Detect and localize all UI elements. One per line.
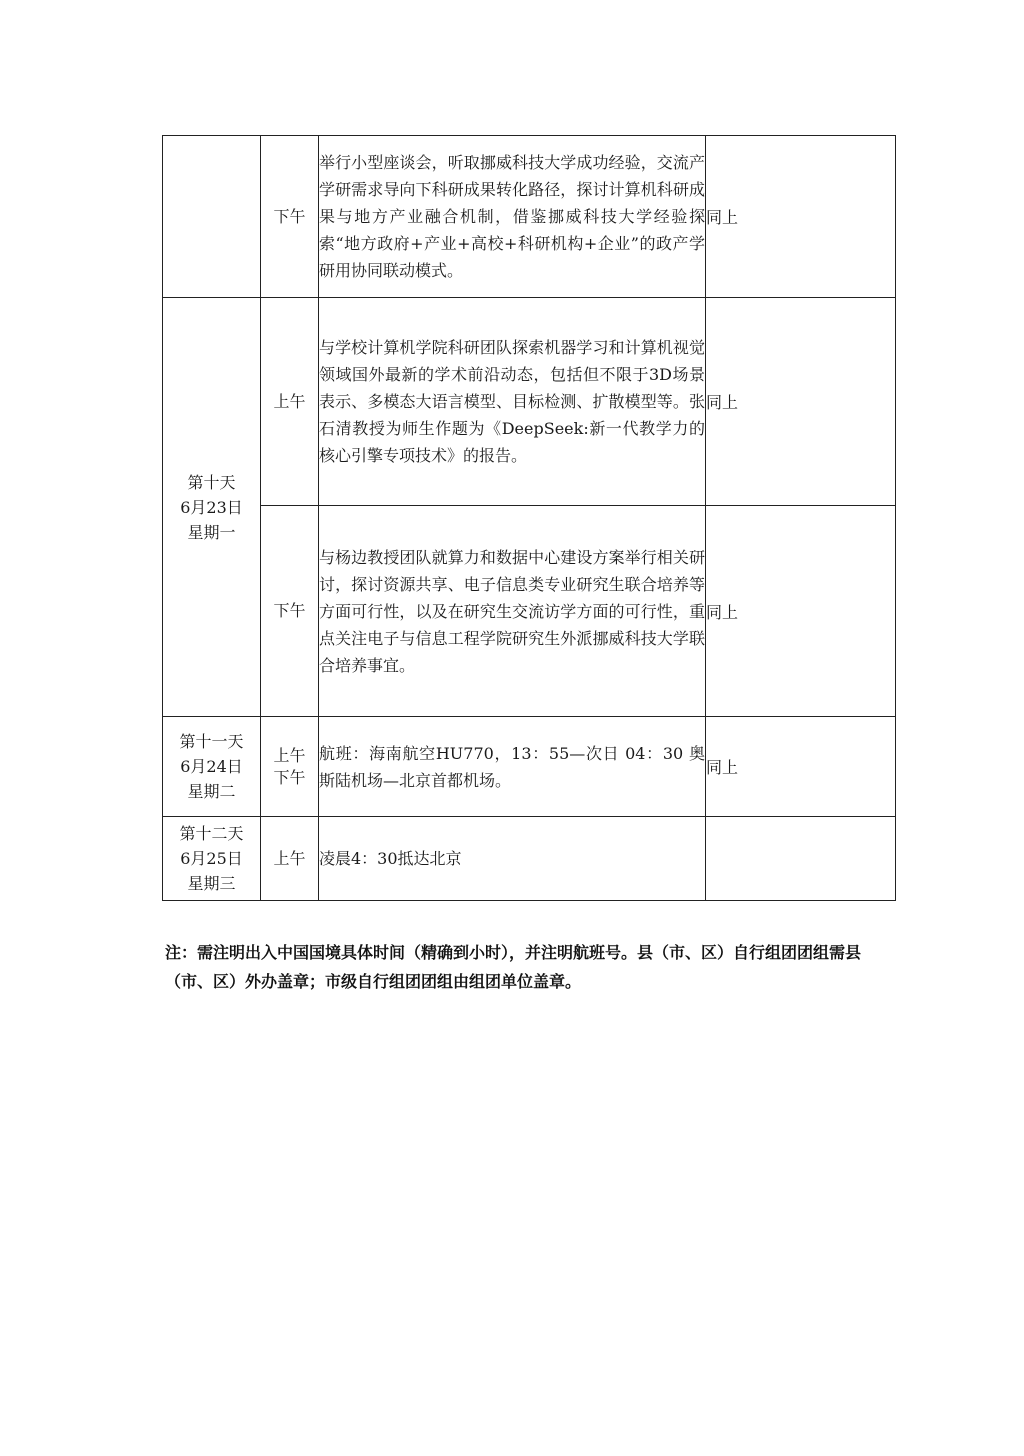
itinerary-table: [162, 135, 896, 901]
table-row: [163, 817, 896, 901]
day-cell: [163, 717, 261, 817]
footnote: 注：需注明出入中国国境具体时间（精确到小时），并注明航班号。县（市、区）自行组团团组需县（市、区）外办盖章；市级自行组团团组由组团单位盖章。: [165, 943, 862, 991]
activity-content: 与学校计算机学院科研团队探索机器学习和计算机视觉领域国外最新的学术前沿动态，包括但不限于3D场景表示、多模态大语言模型、目标检测、扩散模型等。张石清教授为师生作题为《DeepSeek:新一代教学力的核心引擎专项技术》的报告。: [319, 298, 706, 506]
time-cell: [261, 506, 319, 717]
note-cell: 同上: [706, 506, 896, 717]
day-date: 6月23日: [180, 497, 243, 517]
time-label: 下午: [273, 206, 306, 226]
time-cell: [261, 717, 319, 817]
time-cell: [261, 298, 319, 506]
day-date: 6月25日: [180, 849, 243, 868]
table-row: [163, 717, 896, 817]
day-cell: [163, 298, 261, 717]
activity-content: 航班：海南航空HU770，13：55—次日 04：30 奥斯陆机场—北京首都机场。: [319, 717, 706, 817]
time-label: 下午: [273, 767, 306, 787]
time-label: 上午: [273, 745, 306, 765]
time-cell: [261, 136, 319, 298]
day-weekday: 星期二: [187, 782, 236, 801]
table-row: [163, 136, 896, 298]
day-cell: [163, 136, 261, 298]
table-row: [163, 298, 896, 506]
activity-content: 与杨边教授团队就算力和数据中心建设方案举行相关研讨，探讨资源共享、电子信息类专业研究生联合培养等方面可行性，以及在研究生交流访学方面的可行性，重点关注电子与信息工程学院研究生外派挪威科技大学联合培养事宜。: [319, 506, 706, 717]
time-label: 上午: [273, 391, 306, 411]
day-cell: [163, 817, 261, 901]
day-date: 6月24日: [180, 757, 243, 776]
day-number: 第十二天: [179, 824, 244, 843]
activity-content: 凌晨4：30抵达北京: [319, 817, 706, 901]
table-row: [163, 506, 896, 717]
day-number: 第十天: [187, 472, 236, 492]
note-cell: 同上: [706, 136, 896, 298]
note-cell: [706, 817, 896, 901]
time-label: 上午: [273, 848, 306, 868]
time-cell: [261, 817, 319, 901]
note-cell: 同上: [706, 717, 896, 817]
day-weekday: 星期一: [187, 522, 236, 542]
activity-content: 举行小型座谈会，听取挪威科技大学成功经验，交流产学研需求导向下科研成果转化路径，探讨计算机科研成果与地方产业融合机制，借鉴挪威科技大学经验探索“地方政府+产业+高校+科研机构+企业”的政产学研用协同联动模式。: [319, 136, 706, 298]
day-number: 第十一天: [179, 732, 244, 751]
day-weekday: 星期三: [187, 874, 236, 893]
time-label: 下午: [273, 601, 306, 620]
note-cell: 同上: [706, 298, 896, 506]
